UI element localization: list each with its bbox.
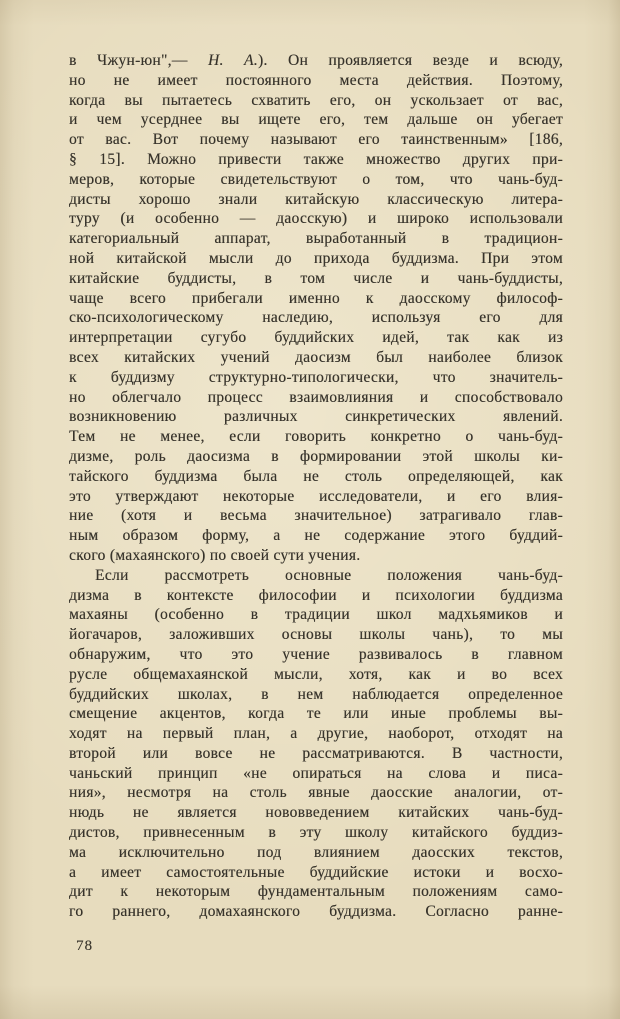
text-line: к буддизму структурно-типологически, что значитель- (69, 368, 563, 386)
text-line: интерпретации сугубо буддийских идей, так как из (69, 329, 563, 347)
text-line: ным образом форму, а не содержание этого буддий- (69, 527, 563, 545)
text-line: русле общемахаянской мысли, хотя, как и во всех (69, 665, 563, 683)
text-line: это утверждают некоторые исследователи, и его влия- (69, 487, 563, 505)
page-number: 78 (76, 938, 93, 954)
text-line: го раннего, домахаянского буддизма. Согласно ранне- (69, 903, 563, 921)
text-line: дисты хорошо знали китайскую классическую литера- (69, 190, 563, 208)
inline-text: ). Он проявляется везде и всюду, (257, 52, 563, 69)
page-text (69, 51, 563, 922)
text-line: ходят на первый план, а другие, наоборот, отходят на (69, 725, 563, 743)
text-line: Тем не менее, если говорить конкретно о чань-буд- (69, 428, 563, 446)
text-line: и чем усерднее вы ищете его, тем дальше он убегает (69, 111, 563, 129)
text-line: ния», несмотря на столь явные даосские аналогии, от- (69, 784, 563, 802)
text-line: категориальный аппарат, выработанный в традицион- (69, 230, 563, 248)
text-line: туру (и особенно — даосскую) и широко использовали (69, 210, 563, 228)
text-line: дит к некоторым фундаментальным положениям само- (69, 883, 563, 901)
text-line: второй или вовсе не рассматриваются. В частности, (69, 744, 563, 762)
text-line: ние (хотя и весьма значительное) затрагивало глав- (69, 507, 563, 525)
text-line: ной китайской мысли до прихода буддизма. При этом (69, 249, 563, 267)
text-line: чаньский принцип «не опираться на слова и писа- (69, 764, 563, 782)
text-line: обнаружим, что это учение развивалось в главном (69, 645, 563, 663)
text-line: йогачаров, заложивших основы школы чань), то мы (69, 626, 563, 644)
text-line: от вас. Вот почему называют его таинственным» [186, (69, 131, 563, 149)
text-line: нюдь не является нововведением китайских чань-буд- (69, 804, 563, 822)
text-line: § 15]. Можно привести также множество других при- (69, 150, 563, 168)
text-line: тайского буддизма была не столь определяющей, как (69, 467, 563, 485)
text-line: дизме, роль даосизма в формировании этой школы ки- (69, 447, 563, 465)
text-line: когда вы пытаетесь схватить его, он ускользает от вас, (69, 91, 563, 109)
text-line: Если рассмотреть основные положения чань-буд- (95, 566, 563, 584)
text-line: китайские буддисты, в том числе и чань-буддисты, (69, 269, 563, 287)
text-line: но облегчало процесс взаимовлияния и способствовало (69, 388, 563, 406)
text-line: всех китайских учений даосизм был наиболее близок (69, 348, 563, 366)
text-line (69, 51, 563, 71)
text-line: меров, которые свидетельствуют о том, что чань-буд- (69, 170, 563, 188)
text-line: возникновению различных синкретических явлений. (69, 408, 563, 426)
inline-italic-text: Н. А. (207, 52, 258, 69)
text-line: ско-психологическому наследию, используя его для (69, 309, 563, 327)
text-line: чаще всего прибегали именно к даосскому философ- (69, 289, 563, 307)
text-line: а имеет самостоятельные буддийские истоки и восхо- (69, 863, 563, 881)
inline-text: в Чжун-юн",— (69, 52, 208, 69)
text-line: дизма в контексте философии и психологии буддизма (69, 586, 563, 604)
text-line: ского (махаянского) по своей сути учения. (69, 546, 361, 564)
text-line: но не имеет постоянного места действия. Поэтому, (69, 71, 563, 89)
text-line: ма исключительно под влиянием даосских текстов, (69, 843, 563, 861)
text-line: махаяны (особенно в традиции школ мадхьямиков и (69, 606, 563, 624)
text-line: смещение акцентов, когда те или иные проблемы вы- (69, 705, 563, 723)
text-line: буддийских школах, в нем наблюдается определенное (69, 685, 563, 703)
text-line: дистов, привнесенным в эту школу китайского буддиз- (69, 824, 563, 842)
